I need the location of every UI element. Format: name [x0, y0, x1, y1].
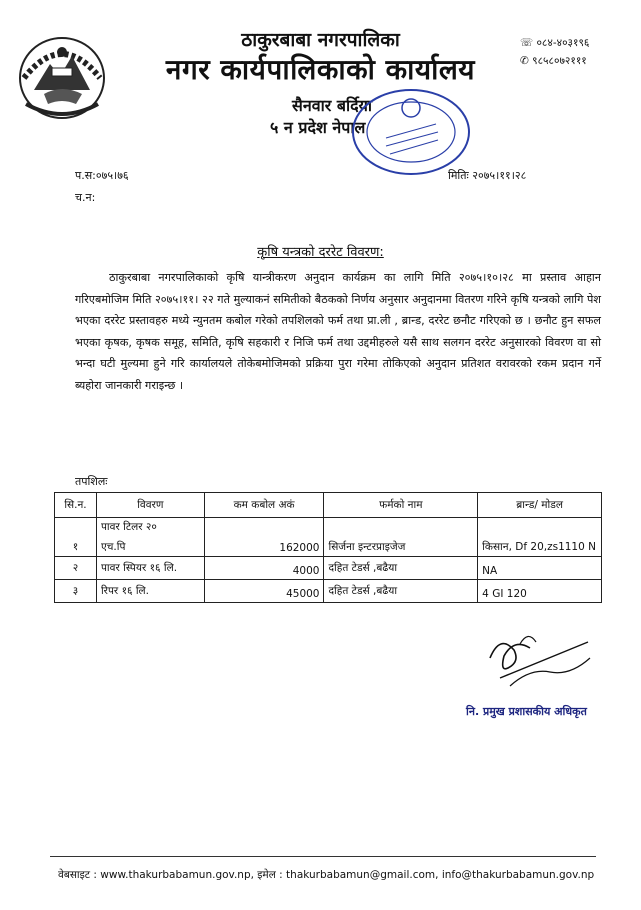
cell-brand: NA: [478, 557, 602, 580]
address-line-1: सैनवार बर्दिया: [292, 96, 373, 115]
phone-2: ✆ ९८५८०७२१११: [520, 55, 587, 67]
cell-item: पावर स्पियर १६ लि.: [96, 557, 204, 580]
col-brand: ब्रान्ड/ मोडल: [478, 493, 602, 518]
cell-amount: 4000: [204, 557, 324, 580]
cell-brand: 4 GI 120: [478, 580, 602, 603]
cell-sn: १: [55, 518, 97, 557]
cell-firm: दहित टेडर्स ,बढैया: [324, 580, 478, 603]
letter-date: मितिः २०७५।११।२८: [448, 169, 527, 182]
cell-item: रिपर १६ लि.: [96, 580, 204, 603]
table-row: [55, 557, 602, 580]
contact-block: [520, 34, 589, 70]
table-header-row: [55, 493, 602, 518]
cell-firm: दहित टेडर्स ,बढैया: [324, 557, 478, 580]
table-row: [55, 518, 602, 557]
col-amount: कम कबोल अकं: [204, 493, 324, 518]
cell-sn: ३: [55, 580, 97, 603]
dispatch-number: च.न:: [75, 191, 96, 204]
col-sn: सि.न.: [55, 493, 97, 518]
cell-firm: सिर्जना इन्टरप्राइजेज: [324, 518, 478, 557]
cell-sn: २: [55, 557, 97, 580]
signer-title: नि. प्रमुख प्रशासकीय अधिकृत: [466, 705, 587, 718]
handwritten-signature: [470, 628, 600, 698]
office-seal-stamp: [346, 86, 476, 178]
cell-amount: 162000: [204, 518, 324, 557]
letter-body: ठाकुरबाबा नगरपालिकाको कृषि यान्त्रीकरण अनुदान कार्यक्रम का लागि मिति २०७५।१०।२८ मा प्रस्ताव आहान गरिएबमोजिम मिति २०७५।११। २२ गते मुल्याकनं समितीको बैठकको निर्णय अनुसार अनुदानमा वितरण गरिने कृषि यन्त्रको लागि पेश भएका दररेट प्रस्तावहरु मध्ये न्युनतम कबोल गरेको तपशिलको फर्म तथा प्रा.ली , ब्रान्ड, दररेट छनौट गरिएको छ । छनौट हुन सफल भएका कृषक, कृषक समूह, समिति, कृषि सहकारी र निजि फर्म तथा उद्दमीहरुले यसै साथ सलगन दररेट अनुसारको विवरण वा सो भन्दा घटी मुल्यमा हुने गरि कार्यालयले तोकेबमोजिमको प्रक्रिया पुरा गरेमा तोकिएको अनुदान प्रतिशत वरावरको रकम प्रदान गर्ने ब्यहोरा जानकारी गराइन्छ ।: [75, 271, 601, 392]
table-label: तपशिलः: [75, 475, 108, 488]
letter-subject: कृषि यन्त्रको दररेट विवरण:: [257, 245, 384, 260]
footer-divider: [50, 856, 596, 857]
cell-amount: 45000: [204, 580, 324, 603]
phone-1: ☏ ०८४-४०३१९६: [520, 37, 590, 49]
address-line-2: ५ न प्रदेश नेपाल: [270, 118, 366, 137]
cell-item: पावर टिलर २० एच.पि: [96, 518, 204, 557]
mobile-icon: ✆: [520, 55, 533, 67]
col-firm: फर्मको नाम: [324, 493, 478, 518]
reference-number: प.स:०७५।७६: [75, 169, 129, 182]
rate-table: [54, 492, 602, 603]
footer-contact: वेबसाइट : www.thakurbabamun.gov.np, इमेल : thakurbabamun@gmail.com, info@thakurbabamun.gov.np: [58, 869, 595, 881]
phone-icon: ☏: [520, 37, 537, 49]
municipality-name: ठाकुरबाबा नगरपालिका: [241, 29, 400, 51]
office-title: नगर कार्यपालिकाको कार्यालय: [165, 53, 476, 86]
cell-brand: किसान, Df 20,zs1110 N: [478, 518, 602, 557]
table-row: [55, 580, 602, 603]
col-item: विवरण: [96, 493, 204, 518]
